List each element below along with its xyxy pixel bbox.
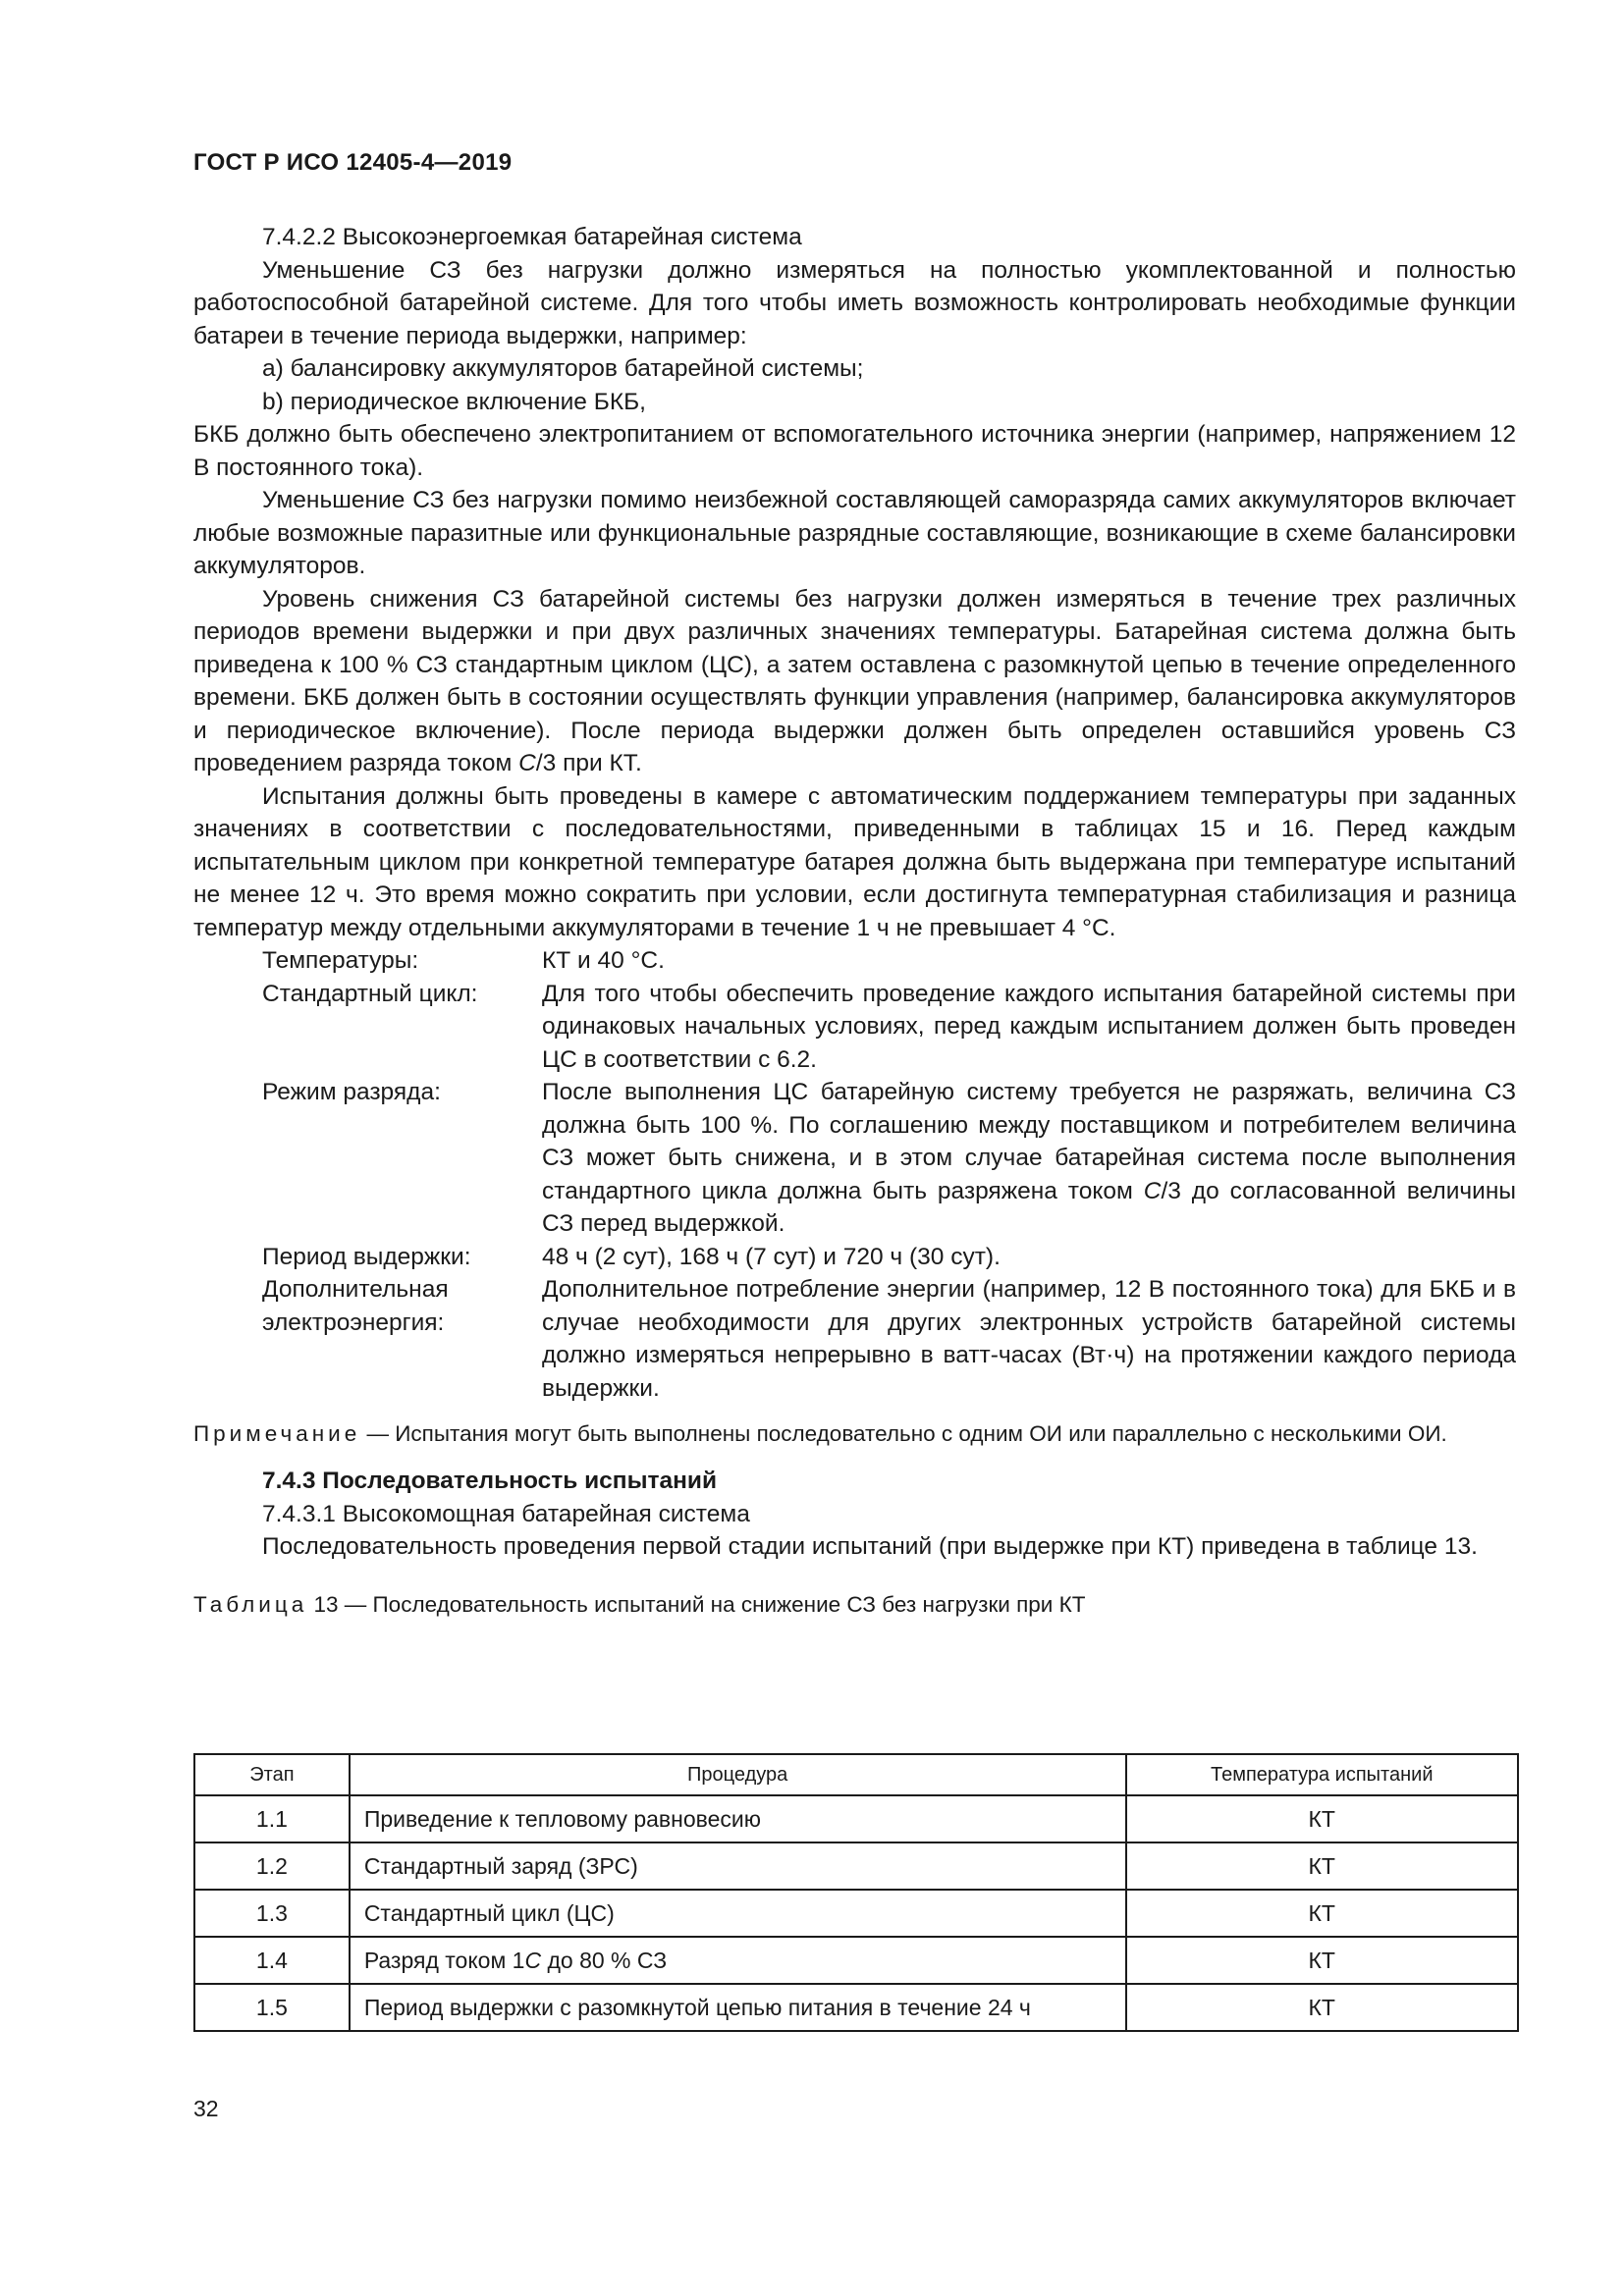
parameter-desc xyxy=(542,1076,1516,1241)
parameter-soak-period xyxy=(262,1241,1516,1274)
parameter-desc: КТ и 40 °С. xyxy=(542,947,665,974)
note-label: Примечание xyxy=(193,1421,361,1446)
text-run: /3 до согласованной величины СЗ перед выдержкой. xyxy=(542,1177,1516,1237)
parameter-temperatures xyxy=(262,944,1516,978)
cell-procedure xyxy=(350,1890,1126,1937)
section-title-7-4-2-2: 7.4.2.2 Высокоэнергоемкая батарейная система xyxy=(262,224,802,250)
table-caption-label: Таблица xyxy=(193,1591,308,1617)
parameter-discharge-mode xyxy=(262,1076,1516,1241)
cell-stage: 1.3 xyxy=(194,1890,350,1937)
cell-procedure xyxy=(350,1937,1126,1984)
term-line: электроэнергия: xyxy=(262,1308,445,1336)
table-row xyxy=(194,1984,1518,2031)
page-number: 32 xyxy=(193,2096,219,2121)
paragraph xyxy=(193,583,1516,780)
text-run: /3 при КТ. xyxy=(535,750,642,776)
test-sequence-table xyxy=(193,1753,1519,2032)
list-item-a: a) балансировку аккумуляторов батарейной системы; xyxy=(262,355,864,382)
parameter-desc: Дополнительное потребление энергии (например, 12 В постоянного тока) для БКБ и в случае необходимости для других электронных устройств батарейной системы должно измеряться непрерывно в ватт-часах (Вт·ч) на протяжении каждого периода выдержки. xyxy=(542,1276,1516,1402)
paragraph: Последовательность проведения первой стадии испытаний (при выдержке при КТ) приведена в таблице 13. xyxy=(262,1533,1478,1560)
text-run: Стандартный заряд (ЗРС) xyxy=(363,1852,638,1879)
column-header-stage: Этап xyxy=(194,1754,350,1795)
cell-procedure xyxy=(350,1842,1126,1890)
parameter-term: Температуры: xyxy=(262,947,419,974)
note-text: — Испытания могут быть выполнены последовательно с одним ОИ или параллельно с несколькими ОИ. xyxy=(360,1421,1447,1446)
paragraph: БКБ должно быть обеспечено электропитанием от вспомогательного источника энергии (например, напряжением 12 В постоянного тока). xyxy=(193,421,1516,481)
cell-stage: 1.5 xyxy=(194,1984,350,2031)
text-run: Приведение к тепловому равновесию xyxy=(363,1805,761,1832)
note xyxy=(193,1418,1516,1449)
cell-temperature: КТ xyxy=(1126,1842,1519,1890)
table-row xyxy=(194,1795,1518,1842)
parameter-term: Режим разряда: xyxy=(262,1079,441,1105)
column-header-temperature: Температура испытаний xyxy=(1126,1754,1519,1795)
table-caption-text: 13 — Последовательность испытаний на снижение СЗ без нагрузки при КТ xyxy=(307,1591,1086,1617)
paragraph: Уменьшение СЗ без нагрузки помимо неизбежной составляющей саморазряда самих аккумуляторов включает любые возможные паразитные или функциональные разрядные составляющие, возникающие в схеме балансировки аккумуляторов. xyxy=(193,487,1516,579)
text-run: Уровень снижения СЗ батарейной системы без нагрузки должен измеряться в течение трех различных периодов времени выдержки и при двух различных значениях температуры. Батарейная система должна быть приведена к 100 % СЗ стандартным циклом (ЦС), а затем оставлена с разомкнутой цепью в течение определенного времени. БКБ должен быть в состоянии осуществлять функции управления (например, балансировка аккумуляторов и периодическое включение). После периода выдержки должен быть определен оставшийся уровень СЗ проведением разряда током xyxy=(193,585,1516,776)
parameter-desc: Для того чтобы обеспечить проведение каждого испытания батарейной системы при одинаковых начальных условиях, перед каждым испытанием должен быть проведен ЦС в соответствии с 6.2. xyxy=(542,980,1516,1073)
paragraph: Уменьшение СЗ без нагрузки должно измеряться на полностью укомплектованной и полностью работоспособной батарейной системе. Для того чтобы иметь возможность контролировать необходимые функции батареи в течение периода выдержки, например: xyxy=(193,256,1516,349)
parameter-term xyxy=(262,1273,542,1405)
table-caption xyxy=(193,1589,1516,1620)
parameter-term: Стандартный цикл: xyxy=(262,980,478,1007)
parameter-desc: 48 ч (2 сут), 168 ч (7 сут) и 720 ч (30 сут). xyxy=(542,1243,1001,1270)
parameter-term: Период выдержки: xyxy=(262,1243,471,1270)
text-run: После выполнения ЦС батарейную систему требуется не разряжать, величина СЗ должна быть 100 %. По соглашению между поставщиком и потребителем величина СЗ может быть снижена, и в этом случае батарейная система после выполнения стандартного цикла должна быть разряжена током xyxy=(542,1079,1516,1204)
cell-procedure xyxy=(350,1795,1126,1842)
cell-stage: 1.1 xyxy=(194,1795,350,1842)
text-run: Период выдержки с разомкнутой цепью питания в течение 24 ч xyxy=(363,1994,1031,2020)
list-item-b: b) периодическое включение БКБ, xyxy=(262,388,646,415)
cell-temperature: КТ xyxy=(1126,1795,1519,1842)
text-run: до 80 % СЗ xyxy=(541,1947,668,1973)
column-header-procedure: Процедура xyxy=(350,1754,1126,1795)
table-row xyxy=(194,1842,1518,1890)
cell-stage: 1.4 xyxy=(194,1937,350,1984)
term-line: Дополнительная xyxy=(262,1276,449,1303)
table-row xyxy=(194,1890,1518,1937)
text-run: Стандартный цикл (ЦС) xyxy=(363,1899,615,1926)
italic-symbol: C xyxy=(518,750,536,776)
standard-header: ГОСТ Р ИСО 12405-4—2019 xyxy=(193,149,513,176)
page-content xyxy=(193,221,1516,1620)
italic-symbol: C xyxy=(524,1947,542,1973)
paragraph: Испытания должны быть проведены в камере с автоматическим поддержанием температуры при заданных значениях в соответствии с последовательностями, приведенными в таблицах 15 и 16. Перед каждым испытательным циклом при конкретной температуре батарея должна быть выдержана при температуре испытаний не менее 12 ч. Это время можно сократить при условии, если достигнута температурная стабилизация и разница температур между отдельными аккумуляторами в течение 1 ч не превышает 4 °С. xyxy=(193,782,1516,941)
cell-temperature: КТ xyxy=(1126,1937,1519,1984)
section-title-7-4-3: 7.4.3 Последовательность испытаний xyxy=(262,1468,718,1494)
parameter-extra-energy xyxy=(262,1273,1516,1405)
table-row xyxy=(194,1937,1518,1984)
italic-symbol: C xyxy=(1143,1177,1162,1204)
cell-procedure xyxy=(350,1984,1126,2031)
cell-stage: 1.2 xyxy=(194,1842,350,1890)
text-run: Разряд током 1 xyxy=(363,1947,525,1973)
cell-temperature: КТ xyxy=(1126,1890,1519,1937)
cell-temperature: КТ xyxy=(1126,1984,1519,2031)
subsection-title-7-4-3-1: 7.4.3.1 Высокомощная батарейная система xyxy=(262,1500,750,1527)
parameter-standard-cycle xyxy=(262,978,1516,1077)
table-header-row xyxy=(194,1754,1518,1795)
parameter-list xyxy=(262,944,1516,1405)
